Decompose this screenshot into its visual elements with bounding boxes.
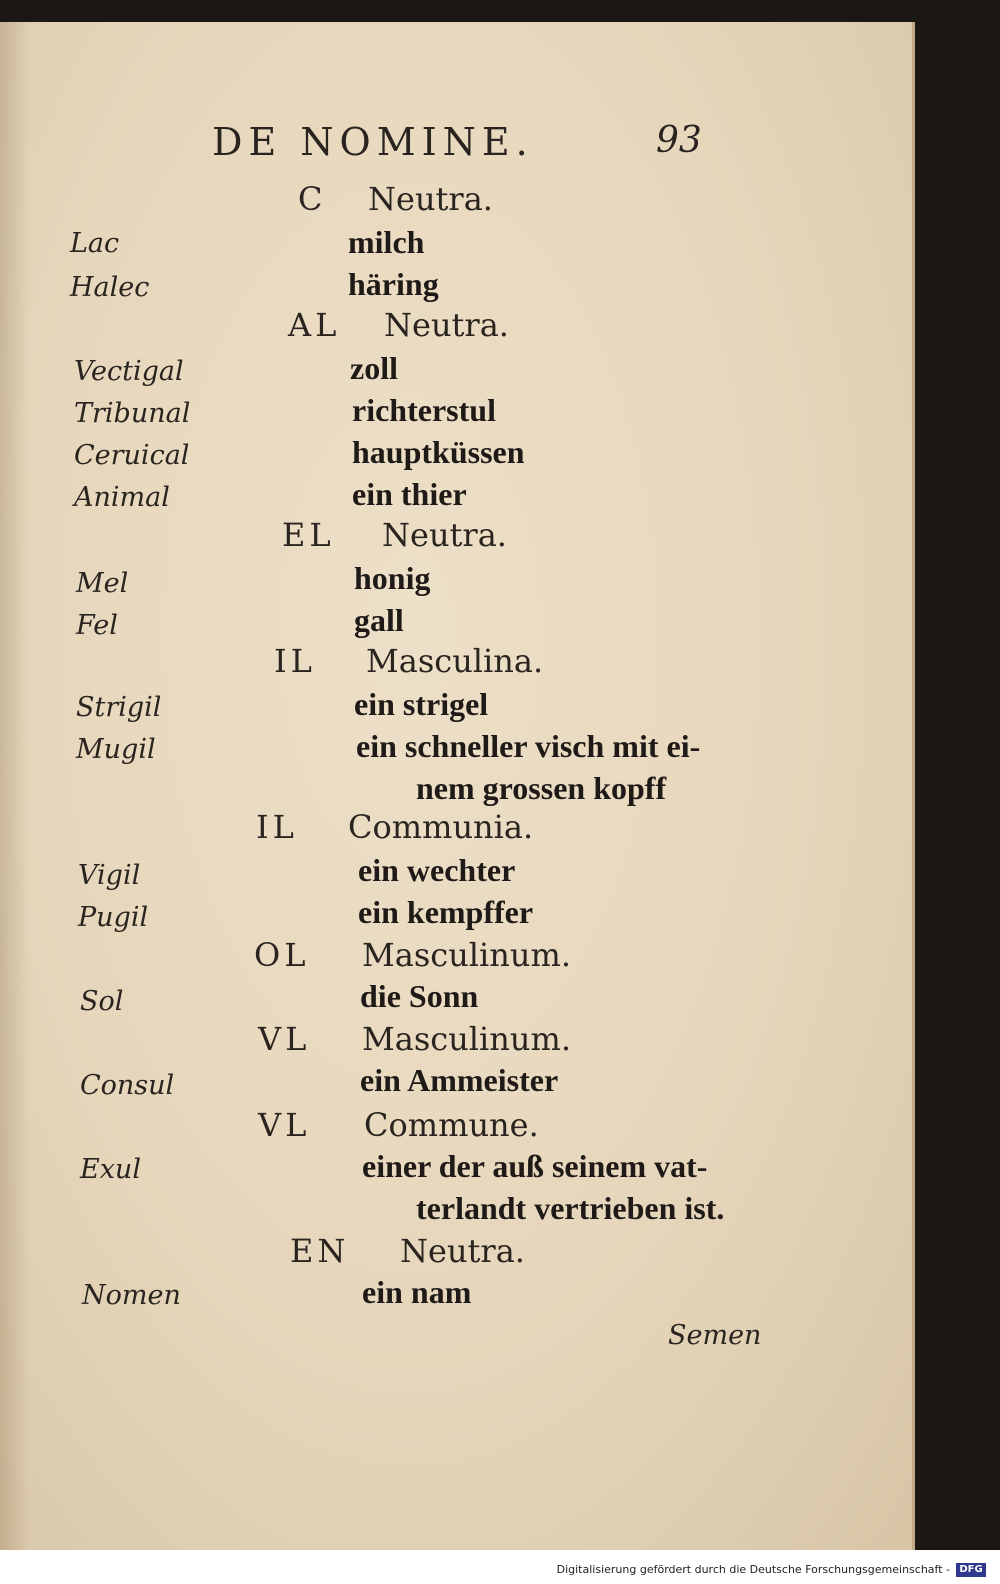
latin-term: Mel bbox=[76, 568, 129, 599]
german-gloss-continuation: nem grossen kopff bbox=[416, 770, 667, 806]
german-gloss: ein Ammeister bbox=[360, 1062, 559, 1098]
german-gloss: zoll bbox=[350, 350, 398, 386]
latin-term: Exul bbox=[80, 1154, 141, 1185]
latin-term: Sol bbox=[80, 986, 124, 1017]
german-gloss: ein thier bbox=[352, 476, 467, 512]
german-gloss: ein nam bbox=[362, 1274, 472, 1310]
latin-term: Lac bbox=[70, 228, 120, 259]
section-gender: Neutra. bbox=[400, 1232, 525, 1270]
section-ending: AL bbox=[288, 306, 341, 344]
german-gloss-continuation: terlandt vertrieben ist. bbox=[416, 1190, 725, 1226]
latin-term: Halec bbox=[70, 272, 150, 303]
german-gloss: einer der auß seinem vat- bbox=[362, 1148, 708, 1184]
german-gloss: hauptküssen bbox=[352, 434, 525, 470]
section-gender: Masculinum. bbox=[362, 1020, 571, 1058]
section-ending: VL bbox=[258, 1020, 311, 1058]
german-gloss: gall bbox=[354, 602, 404, 638]
german-gloss: häring bbox=[348, 266, 439, 302]
latin-term: Nomen bbox=[82, 1280, 181, 1311]
section-gender: Commune. bbox=[364, 1106, 539, 1144]
section-gender: Masculinum. bbox=[362, 936, 571, 974]
latin-term: Vigil bbox=[78, 860, 141, 891]
latin-term: Strigil bbox=[76, 692, 162, 723]
digitization-footer bbox=[0, 1550, 1000, 1584]
section-ending: VL bbox=[258, 1106, 311, 1144]
latin-term: Fel bbox=[76, 610, 118, 641]
section-gender: Masculina. bbox=[366, 642, 544, 680]
section-ending: OL bbox=[254, 936, 310, 974]
latin-term: Vectigal bbox=[74, 356, 184, 387]
latin-term: Animal bbox=[74, 482, 170, 513]
section-gender: Neutra. bbox=[384, 306, 509, 344]
german-gloss: die Sonn bbox=[360, 978, 479, 1014]
dfg-logo-icon: DFG bbox=[956, 1563, 986, 1577]
latin-term: Pugil bbox=[78, 902, 149, 933]
latin-term: Mugil bbox=[76, 734, 156, 765]
german-gloss: richterstul bbox=[352, 392, 496, 428]
funding-credit: Digitalisierung gefördert durch die Deutsche Forschungsgemeinschaft - bbox=[556, 1563, 950, 1576]
section-ending: IL bbox=[256, 808, 298, 846]
section-gender: Neutra. bbox=[368, 180, 493, 218]
latin-term: Ceruical bbox=[74, 440, 190, 471]
german-gloss: milch bbox=[348, 224, 425, 260]
german-gloss: ein wechter bbox=[358, 852, 516, 888]
german-gloss: ein schneller visch mit ei- bbox=[356, 728, 701, 764]
book-page bbox=[0, 22, 915, 1550]
german-gloss: ein strigel bbox=[354, 686, 489, 722]
german-gloss: honig bbox=[354, 560, 431, 596]
section-ending: EL bbox=[282, 516, 335, 554]
latin-term: Consul bbox=[80, 1070, 175, 1101]
section-ending: EN bbox=[290, 1232, 350, 1270]
catchword: Semen bbox=[668, 1320, 762, 1351]
running-title: DE NOMINE. bbox=[212, 120, 534, 164]
section-ending: IL bbox=[274, 642, 316, 680]
german-gloss: ein kempffer bbox=[358, 894, 534, 930]
page-number: 93 bbox=[656, 120, 702, 161]
section-ending: C bbox=[298, 180, 327, 218]
section-gender: Neutra. bbox=[382, 516, 507, 554]
latin-term: Tribunal bbox=[74, 398, 191, 429]
section-gender: Communia. bbox=[348, 808, 534, 846]
